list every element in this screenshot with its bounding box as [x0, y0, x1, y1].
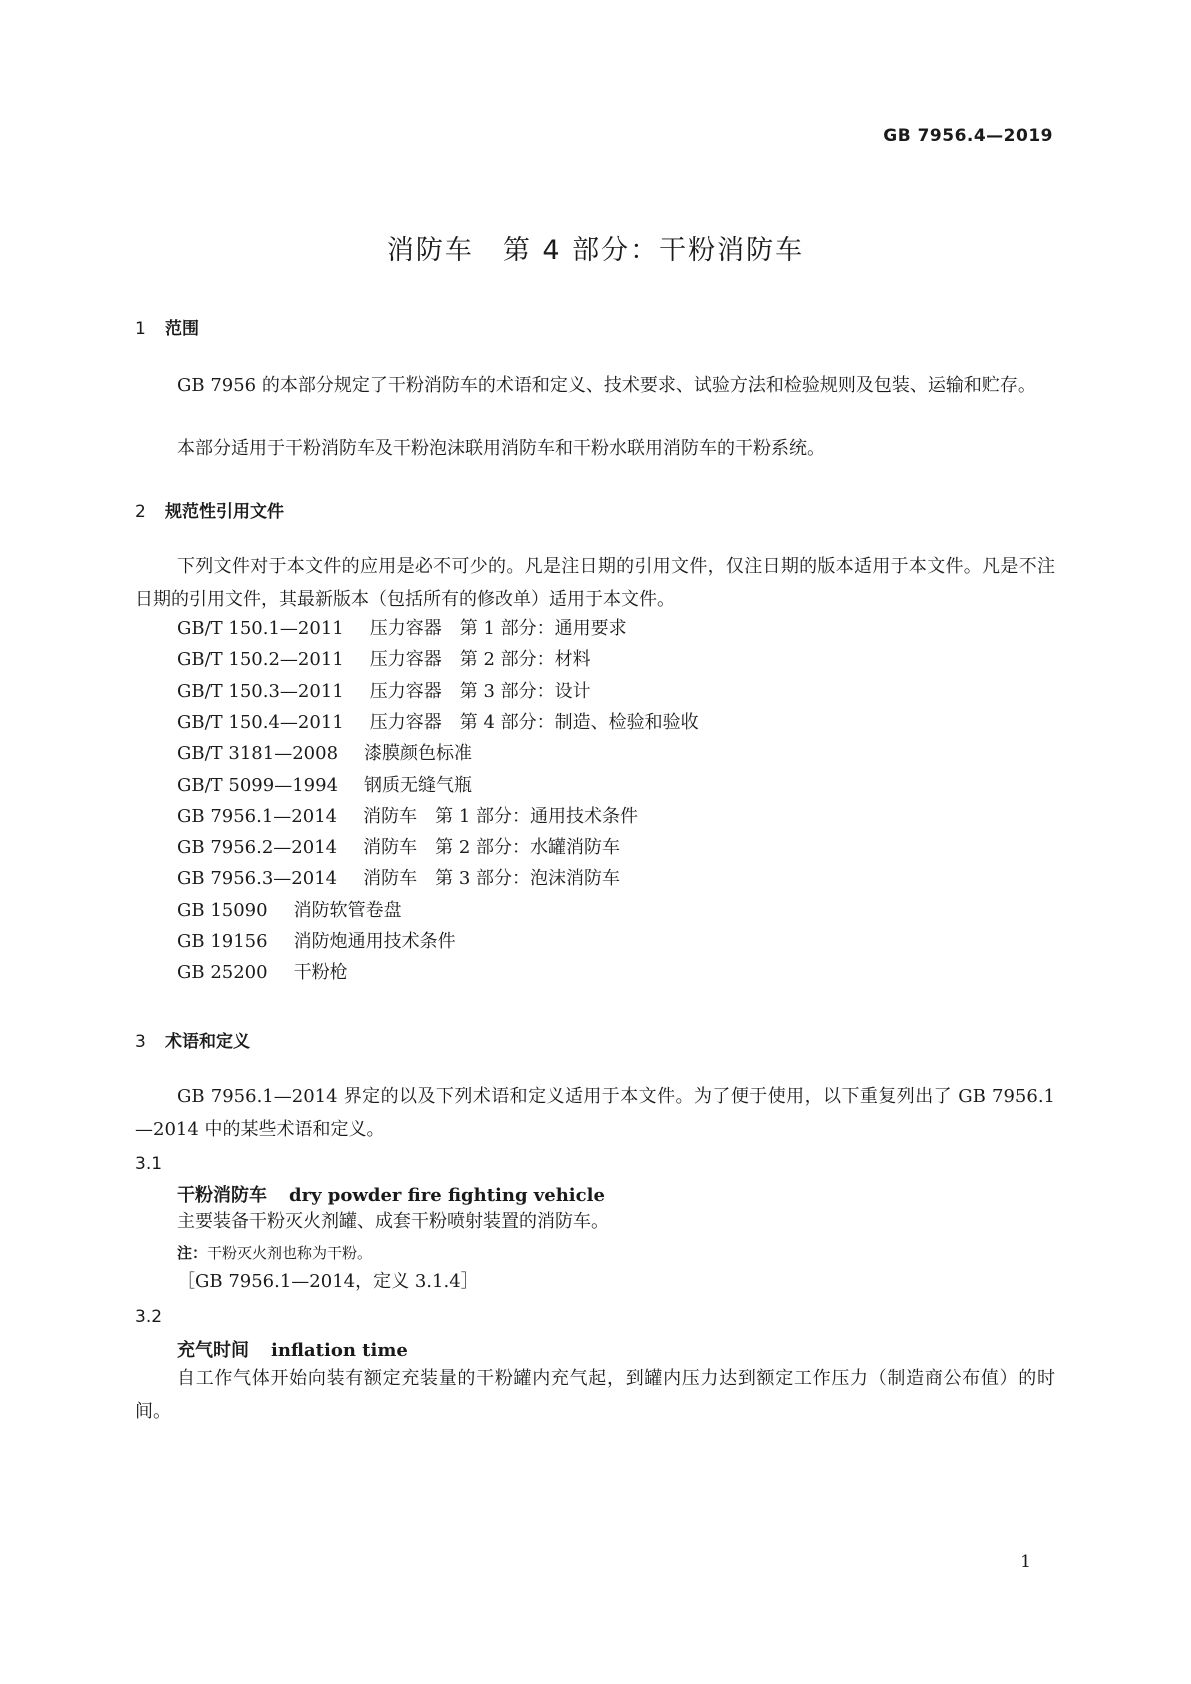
section-title: 术语和定义 [165, 1032, 250, 1052]
section-number: 3 [135, 1032, 146, 1052]
term-english: dry powder fire fighting vehicle [289, 1185, 605, 1206]
term-number: 3.2 [135, 1307, 163, 1327]
reference-code: GB/T 150.4—2011 [177, 712, 344, 733]
reference-item [177, 959, 348, 987]
reference-title: 消防软管卷盘 [293, 900, 402, 921]
section-3-intro: GB 7956.1—2014 界定的以及下列术语和定义适用于本文件。为了便于使用，以下重复列出了 GB 7956.1—2014 中的某些术语和定义。 [135, 1086, 1055, 1140]
reference-title: 压力容器 第 3 部分：设计 [369, 681, 591, 702]
reference-code: GB 7956.3—2014 [177, 868, 338, 889]
term-definition: 主要装备干粉灭火剂罐、成套干粉喷射装置的消防车。 [177, 1211, 609, 1232]
term-english: inflation time [271, 1340, 408, 1361]
term-definition: 自工作气体开始向装有额定充装量的干粉罐内充气起，到罐内压力达到额定工作压力（制造商公布值）的时间。 [135, 1368, 1055, 1422]
reference-title: 消防车 第 1 部分：通用技术条件 [363, 806, 639, 827]
reference-title: 压力容器 第 2 部分：材料 [369, 649, 591, 670]
reference-item [177, 678, 591, 706]
section-2-heading [135, 497, 284, 522]
reference-title: 漆膜颜色标准 [364, 743, 473, 764]
reference-code: GB/T 3181—2008 [177, 743, 339, 764]
term-chinese: 充气时间 [177, 1340, 249, 1361]
reference-code: GB 15090 [177, 900, 268, 921]
note-text: 干粉灭火剂也称为干粉。 [207, 1244, 373, 1262]
section-number: 2 [135, 502, 146, 522]
reference-code: GB/T 5099—1994 [177, 775, 339, 796]
reference-code: GB 25200 [177, 962, 268, 983]
reference-title: 干粉枪 [293, 962, 348, 983]
reference-item [177, 740, 472, 768]
reference-code: GB/T 150.2—2011 [177, 649, 344, 670]
section-1-paragraph-1: GB 7956 的本部分规定了干粉消防车的术语和定义、技术要求、试验方法和检验规则及包装、运输和贮存。 [177, 375, 1036, 396]
section-number: 1 [135, 319, 146, 339]
term-chinese: 干粉消防车 [177, 1185, 267, 1206]
reference-item [177, 615, 627, 643]
reference-title: 消防车 第 2 部分：水罐消防车 [363, 837, 621, 858]
reference-code: GB 19156 [177, 931, 268, 952]
term-title [177, 1181, 605, 1207]
reference-title: 压力容器 第 4 部分：制造、检验和验收 [369, 712, 699, 733]
note-label: 注： [177, 1244, 208, 1262]
reference-code: GB/T 150.1—2011 [177, 618, 344, 639]
reference-title: 消防炮通用技术条件 [293, 931, 456, 952]
term-note [177, 1242, 372, 1263]
section-1-paragraph-2: 本部分适用于干粉消防车及干粉泡沫联用消防车和干粉水联用消防车的干粉系统。 [177, 438, 825, 459]
term-source: ［GB 7956.1—2014，定义 3.1.4］ [177, 1271, 479, 1292]
reference-code: GB 7956.2—2014 [177, 837, 338, 858]
reference-item [177, 928, 456, 956]
reference-item [177, 834, 620, 862]
reference-item [177, 803, 638, 831]
page-number: 1 [1020, 1552, 1031, 1572]
reference-item [177, 772, 472, 800]
reference-item [177, 897, 402, 925]
reference-title: 压力容器 第 1 部分：通用要求 [369, 618, 627, 639]
section-1-heading [135, 314, 199, 339]
term-title [177, 1336, 408, 1362]
reference-code: GB/T 150.3—2011 [177, 681, 344, 702]
section-title: 规范性引用文件 [165, 502, 284, 522]
section-2-intro: 下列文件对于本文件的应用是必不可少的。凡是注日期的引用文件，仅注日期的版本适用于本文件。凡是不注日期的引用文件，其最新版本（包括所有的修改单）适用于本文件。 [135, 556, 1055, 610]
reference-title: 钢质无缝气瓶 [364, 775, 473, 796]
reference-item [177, 865, 620, 893]
reference-title: 消防车 第 3 部分：泡沫消防车 [363, 868, 621, 889]
reference-item [177, 709, 699, 737]
document-title: 消防车 第 4 部分：干粉消防车 [386, 235, 805, 266]
term-number: 3.1 [135, 1154, 163, 1174]
section-3-heading [135, 1027, 250, 1052]
reference-code: GB 7956.1—2014 [177, 806, 338, 827]
standard-code: GB 7956.4—2019 [883, 126, 1053, 146]
reference-item [177, 646, 591, 674]
section-title: 范围 [165, 319, 199, 339]
